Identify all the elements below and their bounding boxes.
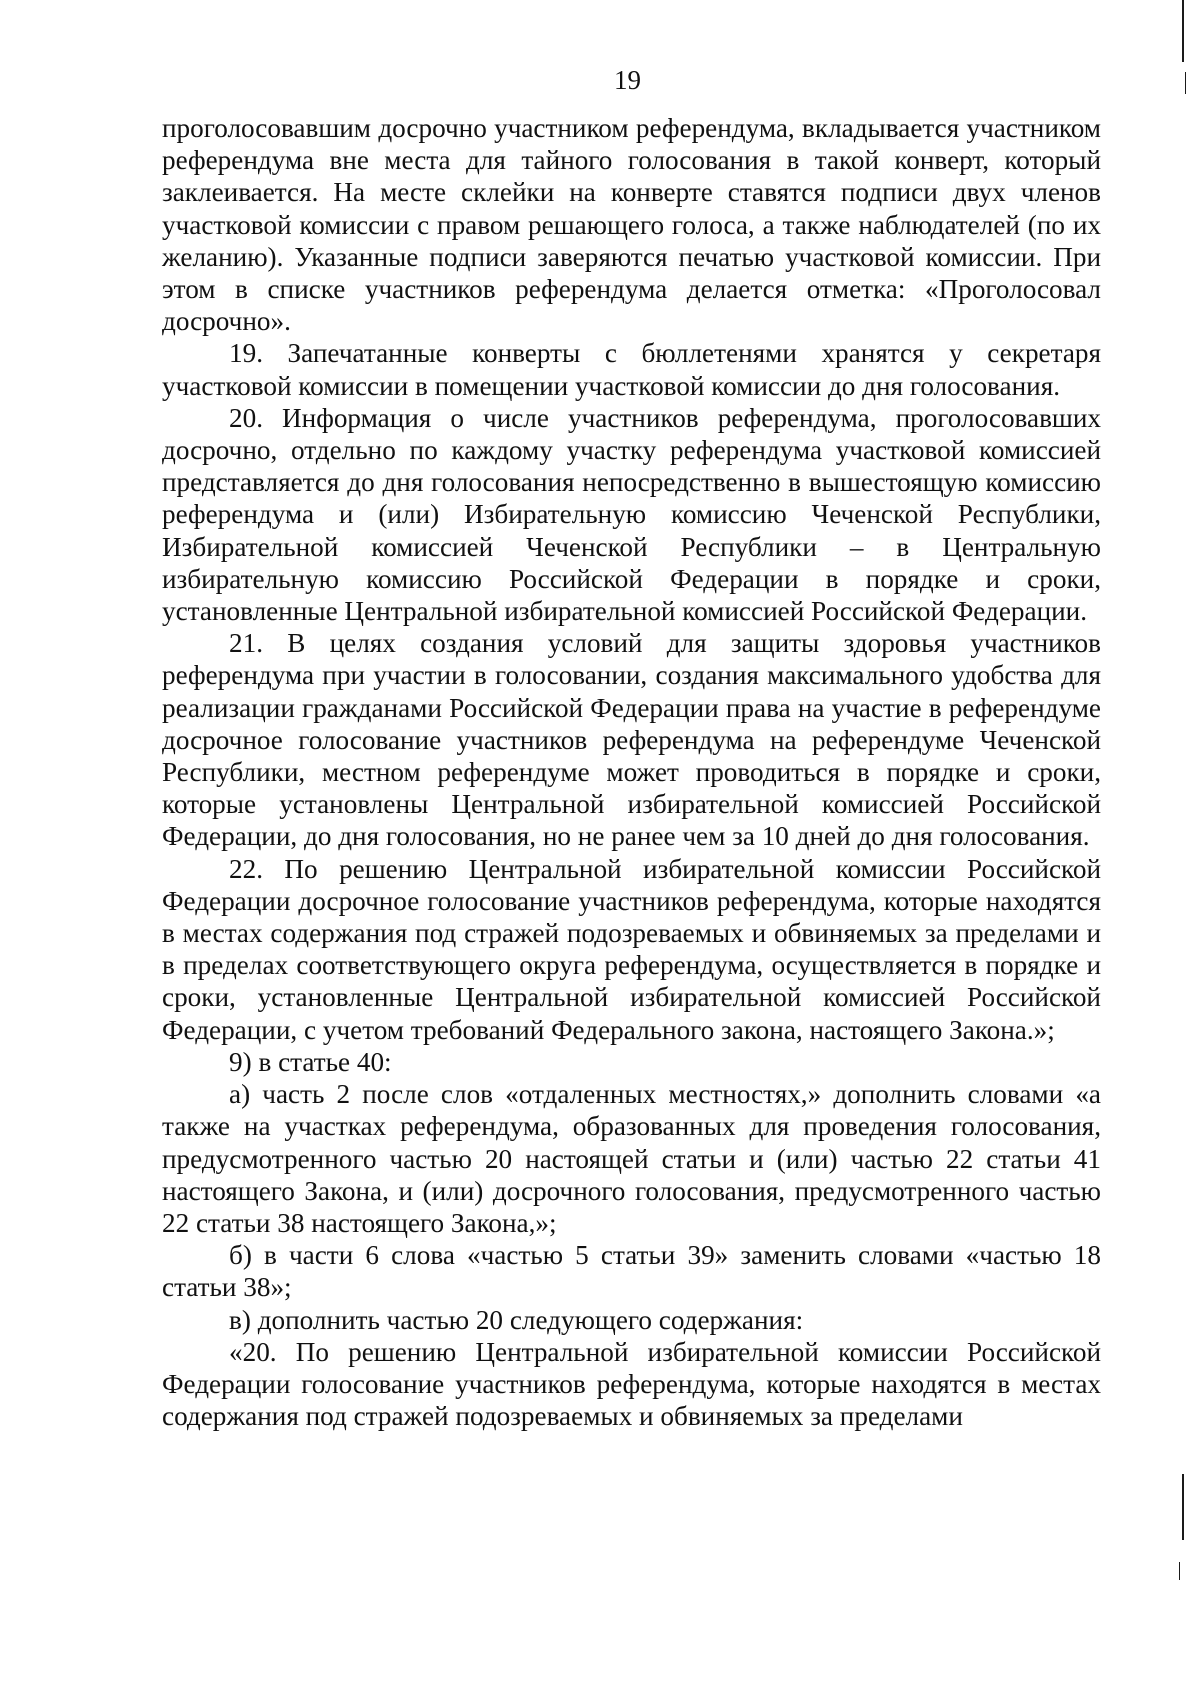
- paragraph-subpoint-a: а) часть 2 после слов «отдаленных местностях,» дополнить словами «а также на участках референдума, образованных для проведения голосования, предусмотренного частью 20 настоящей статьи и (или) частью 22 статьи 41 настоящего Закона, и (или) досрочного голосования, предусмотренного частью 22 статьи 38 настоящего Закона,»;: [162, 1079, 1101, 1238]
- scan-edge-mark: [1182, 0, 1184, 62]
- scan-edge-mark: [1185, 72, 1186, 94]
- scan-edge-mark: [1179, 1562, 1180, 1580]
- paragraph-new-part-20: «20. По решению Центральной избирательной комиссии Российской Федерации голосование участников референдума, которые находятся в местах содержания под стражей подозреваемых и обвиняемых за пределами: [162, 1336, 1101, 1432]
- paragraph-item-19: 19. Запечатанные конверты с бюллетенями хранятся у секретаря участковой комиссии в помещении участковой комиссии до дня голосования.: [162, 338, 1101, 401]
- paragraph-item-21: 21. В целях создания условий для защиты здоровья участников референдума при участии в голосовании, создания максимального удобства для реализации гражданами Российской Федерации права на участие в референдуме досрочное голосование участников референдума на референдуме Чеченской Республики, местном референдуме может проводиться в порядке и сроки, которые установлены Центральной избирательной комиссией Российской Федерации, до дня голосования, но не ранее чем за 10 дней до дня голосования.: [162, 628, 1101, 852]
- document-body: [162, 112, 1101, 1432]
- paragraph-item-22: 22. По решению Центральной избирательной комиссии Российской Федерации досрочное голосование участников референдума, которые находятся в местах содержания под стражей подозреваемых и обвиняемых за пределами и в пределах соответствующего округа референдума, осуществляется в порядке и сроки, установленные Центральной избирательной комиссией Российской Федерации, с учетом требований Федерального закона, настоящего Закона.»;: [162, 853, 1101, 1045]
- paragraph-point-9: 9) в статье 40:: [229, 1046, 392, 1077]
- paragraph-item-20: 20. Информация о числе участников референдума, проголосовавших досрочно, отдельно по каждому участку референдума участковой комиссией представляется до дня голосования непосредственно в вышестоящую комиссию референдума и (или) Избирательную комиссию Чеченской Республики, Избирательной комиссией Чеченской Республики – в Центральную избирательную комиссию Российской Федерации в порядке и сроки, установленные Центральной избирательной комиссией Российской Федерации.: [162, 402, 1101, 627]
- scan-edge-mark: [1182, 1474, 1184, 1540]
- paragraph-continuation: проголосовавшим досрочно участником референдума, вкладывается участником референдума вне места для тайного голосования в такой конверт, который заклеивается. На месте склейки на конверте ставятся подписи двух членов участковой комиссии с правом решающего голоса, а также наблюдателей (по их желанию). Указанные подписи заверяются печатью участковой комиссии. При этом в списке участников референдума делается отметка: «Проголосовал досрочно».: [162, 113, 1101, 337]
- paragraph-subpoint-v: в) дополнить частью 20 следующего содержания:: [229, 1304, 804, 1335]
- page-number: 19: [614, 65, 641, 95]
- paragraph-subpoint-b: б) в части 6 слова «частью 5 статьи 39» заменить словами «частью 18 статьи 38»;: [162, 1240, 1101, 1303]
